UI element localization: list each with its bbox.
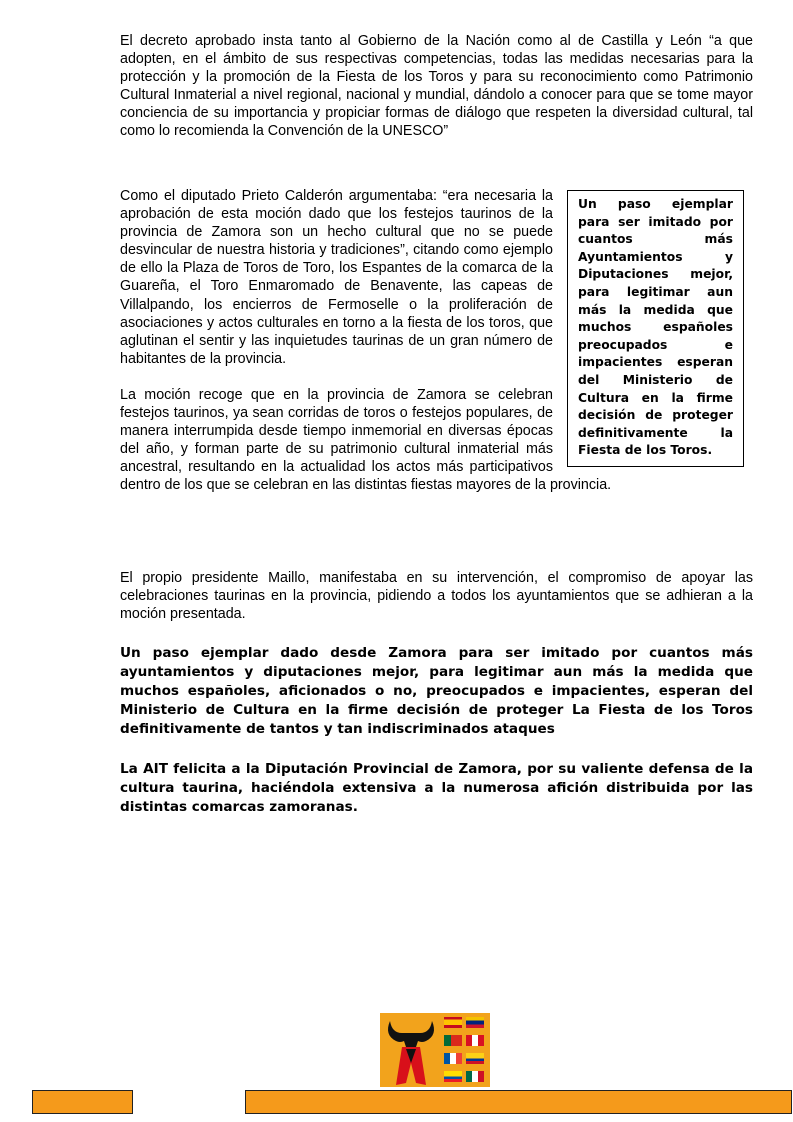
paragraph-paso-ejemplar: Un paso ejemplar dado desde Zamora para ser imitado por cuantos más ayuntamientos y diputaciones mejor, para legitimar aun más la medida que muchos españoles, aficionados o no, preocupados e impacientes, esperan del Ministerio de Cultura en la firme decisión de proteger La Fiesta de los Toros definitivamente de tantos y tan indiscriminados ataques [120, 645, 753, 737]
footer-bar-left [32, 1090, 133, 1114]
bull-head-icon [380, 1013, 442, 1087]
paragraph-ait-felicita: La AIT felicita a la Diputación Provincial de Zamora, por su valiente defensa de la cultura taurina, haciéndola extensiva a la numerosa afición distribuida por las distintas comarcas zamoranas. [120, 761, 753, 815]
flag-venezuela-icon [466, 1017, 484, 1028]
flag-spain-icon [444, 1017, 462, 1028]
footer-bar-right [245, 1090, 792, 1114]
paragraph-mocion: La moción recoge que en la provincia de Zamora se celebran festejos taurinos, ya sean corridas de toros o festejos populares, de manera interrumpida desde tiempo inmemorial en diversas épocas del año, y forman parte de su patrimonio cultural inmaterial más ancestral, resultando en la actualidad los actos más participativos dentro de los que se celebran en las distintas fiestas mayores de la provincia. [120, 386, 612, 494]
paragraph-prieto: Como el diputado Prieto Calderón argumentaba: “era necesaria la aprobación de esta moción dado que los festejos taurinos de la provincia de Zamora son un hecho cultural que no se puede desvincular de nuestra historia y tradiciones”, citando como ejemplo de ello la Plaza de Toros de Toro, los Espantes de la comarca de la Guareña, el Toro Enmaromado de Benavente, las capeas de Villalpando, los encierros de Fermoselle o la proliferación de asociaciones y actos culturales en torno a la fiesta de los toros, que aglutinan el sentir y las inquietudes taurinas de un gran número de habitantes de la provincia. [120, 188, 553, 367]
paragraph-decree: El decreto aprobado insta tanto al Gobierno de la Nación como al de Castilla y León “a que adopten, en el ámbito de sus respectivas competencias, todas las medidas necesarias para la protección y la promoción de la Fiesta de los Toros y para su reconocimiento como Patrimonio Cultural Inmaterial a nivel regional, nacional y mundial, dándolo a conocer para que se tome mayor conciencia de su importancia y propiciar formas de diálogo que respeten la diversidad cultural, tal como lo recomienda la Convención de la UNESCO” [120, 33, 753, 140]
flag-ecuador-icon [444, 1071, 462, 1082]
paragraph-maillo: El propio presidente Maillo, manifestaba en su intervención, el compromiso de apoyar las celebraciones taurinas en la provincia, pidiendo a todos los ayuntamientos que se adhieran a la moción presentada. [120, 570, 753, 623]
flag-france-icon [444, 1053, 462, 1064]
flag-peru-icon [466, 1035, 484, 1046]
flag-portugal-icon [444, 1035, 462, 1046]
flag-mexico-icon [466, 1071, 484, 1082]
bull-cape-flags-logo-icon [380, 1013, 490, 1087]
pull-quote-box: Un paso ejemplar para ser imitado por cuantos más Ayuntamientos y Diputaciones mejor, para legitimar aun más la medida que muchos españoles preocupados e impacientes esperan del Ministerio de Cultura en la firme decisión de proteger definitivamente la Fiesta de los Toros. [567, 190, 744, 467]
flag-colombia-icon [466, 1053, 484, 1064]
